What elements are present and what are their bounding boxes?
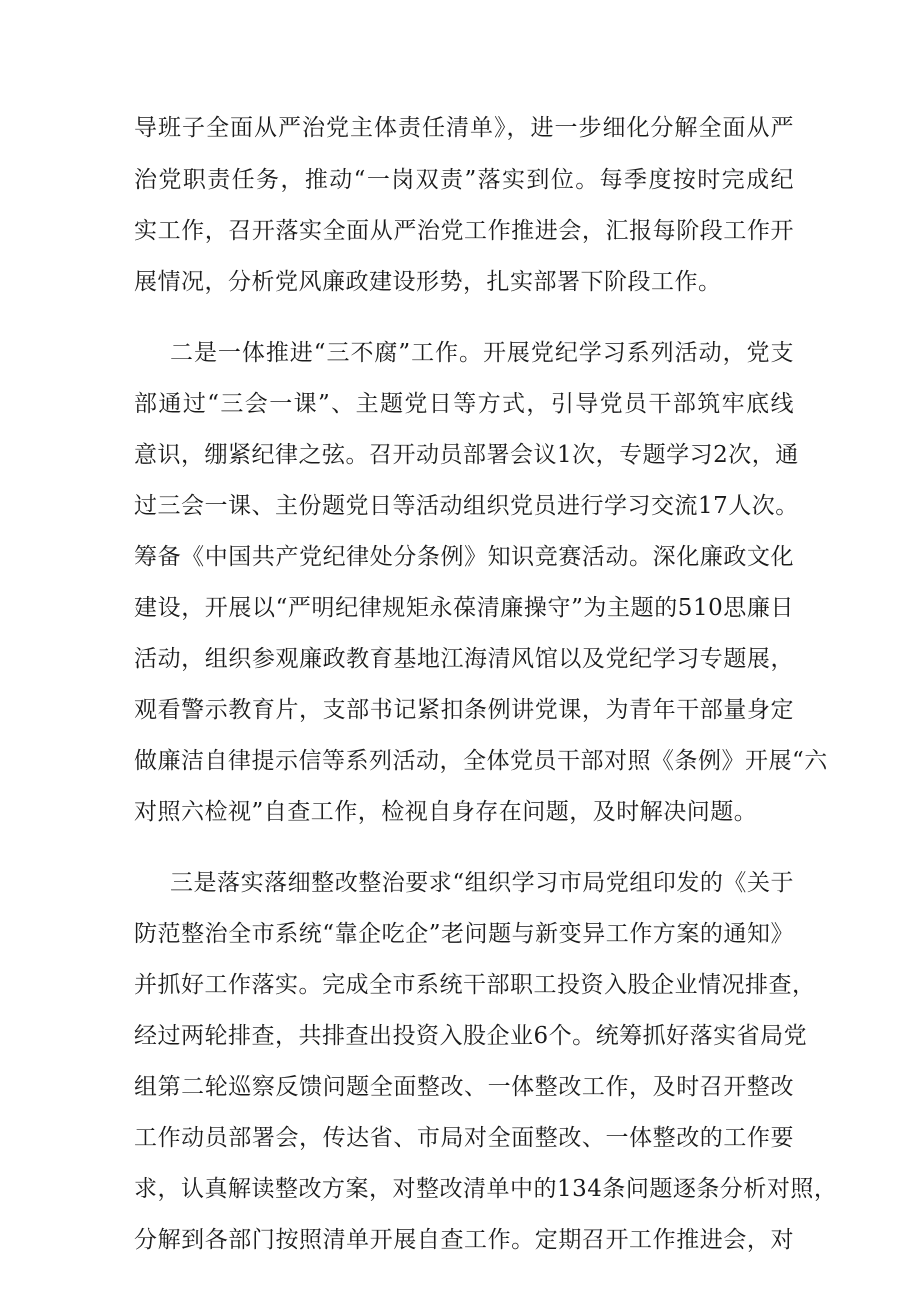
text-line-3: 实工作，召开落实全面从严治党工作推进会，汇报每阶段工作开: [134, 218, 794, 244]
text-line-11: 活动，组织参观廉政教育基地江海清风馆以及党纪学习专题展，: [134, 646, 794, 672]
text-line-8: 过三会一课、主份题党日等活动组织党员进行学习交流17人次。: [134, 493, 799, 519]
paragraph-2-line-1: 二是一体推进“三不腐”工作。开展党纪学习系列活动，党支: [170, 340, 794, 366]
text-line-12: 观看警示教育片，支部书记紧扣条例讲党课，为青年干部量身定: [134, 697, 794, 723]
text-line-14: 对照六检视”自查工作，检视自身存在问题，及时解决问题。: [134, 799, 758, 825]
text-line-6: 部通过“三会一课”、主题党日等方式，引导党员干部筑牢底线: [134, 391, 794, 417]
text-line-16: 防范整治全市系统“靠企吃企”老问题与新变异工作方案的通知》: [134, 921, 794, 947]
text-line-21: 求，认真解读整改方案，对整改清单中的134条问题逐条分析对照，: [134, 1176, 838, 1202]
text-line-10: 建设，开展以“严明纪律规矩永葆清廉操守”为主题的510思廉日: [134, 595, 794, 621]
text-line-2: 治党职责任务，推动“一岗双责”落实到位。每季度按时完成纪: [134, 167, 794, 193]
text-line-17: 并抓好工作落实。完成全市系统干部职工投资入股企业情况排查，: [134, 972, 816, 998]
text-line-9: 筹备《中国共产党纪律处分条例》知识竞赛活动。深化廉政文化: [134, 544, 794, 570]
text-line-19: 组第二轮巡察反馈问题全面整改、一体整改工作，及时召开整改: [134, 1074, 794, 1100]
text-line-18: 经过两轮排查，共排查出投资入股企业6个。统筹抓好落实省局党: [134, 1023, 808, 1049]
text-line-1: 导班子全面从严治党主体责任清单》，进一步细化分解全面从严: [134, 115, 794, 141]
text-line-7: 意识，绷紧纪律之弦。召开动员部署会议1次，专题学习2次，通: [134, 442, 799, 468]
text-line-13: 做廉洁自律提示信等系列活动，全体党员干部对照《条例》开展“六: [134, 748, 828, 774]
text-line-4: 展情况，分析党风廉政建设形势，扎实部署下阶段工作。: [134, 269, 722, 295]
text-line-20: 工作动员部署会，传达省、市局对全面整改、一体整改的工作要: [134, 1125, 794, 1151]
text-line-22: 分解到各部门按照清单开展自查工作。定期召开工作推进会，对: [134, 1227, 794, 1253]
paragraph-3-line-1: 三是落实落细整改整治要求“组织学习市局党组印发的《关于: [170, 870, 794, 896]
